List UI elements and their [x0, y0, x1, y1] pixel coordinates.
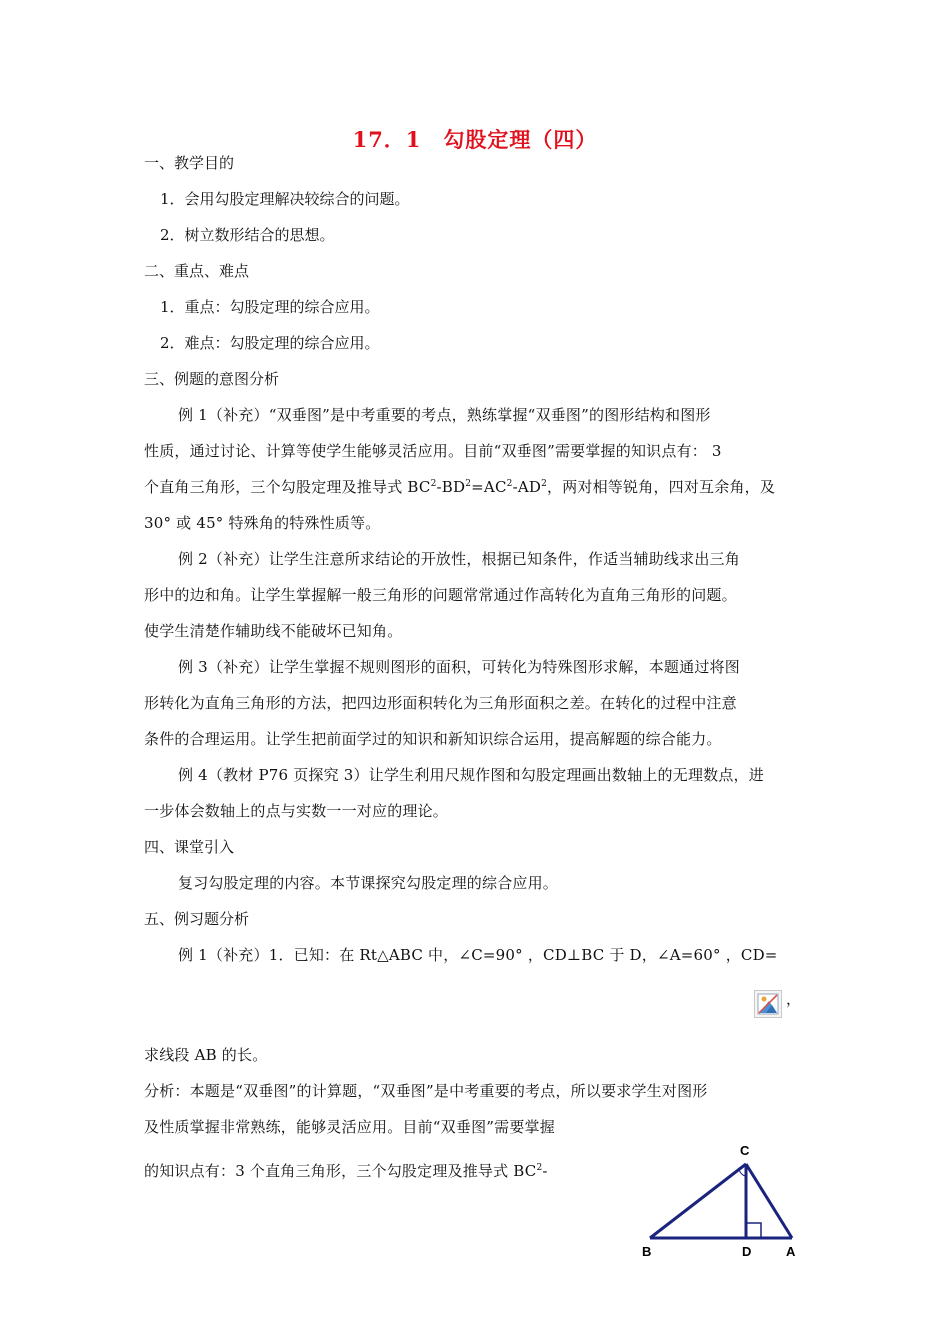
paragraph-line: 条件的合理运用。让学生把前面学过的知识和新知识综合运用，提高解题的综合能力。 — [144, 730, 722, 748]
formula-image-icon — [754, 990, 782, 1018]
text-fragment: - — [542, 1162, 548, 1180]
key-point-item: 2．难点：勾股定理的综合应用。 — [160, 334, 380, 352]
triangle-side-bc — [650, 1164, 746, 1238]
paragraph-line: 例 3（补充）让学生掌握不规则图形的面积，可转化为特殊图形求解，本题通过将图 — [178, 658, 740, 676]
objective-item: 2．树立数形结合的思想。 — [160, 226, 335, 244]
analysis-line: 及性质掌握非常熟练，能够灵活应用。目前“双垂图”需要掌握 — [144, 1118, 555, 1136]
vertex-label-d: D — [742, 1244, 752, 1259]
paragraph-line-formula — [144, 476, 775, 497]
superscript: 2 — [465, 479, 472, 489]
paragraph-line: 形中的边和角。让学生掌握解一般三角形的问题常常通过作高转化为直角三角形的问题。 — [144, 586, 737, 604]
vertex-label-c: C — [740, 1143, 750, 1158]
superscript: 2 — [430, 479, 437, 489]
right-angle-mark — [746, 1223, 761, 1238]
text-fragment: =AC — [471, 478, 507, 496]
superscript: 2 — [541, 479, 548, 489]
text-fragment: ，两对相等锐角，四对互余角，及 — [547, 478, 776, 496]
paragraph-line: 例 1（补充）“双垂图”是中考重要的考点，熟练掌握“双垂图”的图形结构和图形 — [178, 406, 711, 424]
paragraph-line: 形转化为直角三角形的方法，把四边形面积转化为三角形面积之差。在转化的过程中注意 — [144, 694, 737, 712]
objective-item: 1．会用勾股定理解决较综合的问题。 — [160, 190, 410, 208]
superscript: 2 — [506, 479, 513, 489]
section-heading-exercises: 五、例习题分析 — [144, 910, 250, 928]
vertex-label-b: B — [642, 1244, 652, 1259]
vertex-label-a: A — [786, 1244, 796, 1259]
analysis-line: 分析：本题是“双垂图”的计算题，“双垂图”是中考重要的考点，所以要求学生对图形 — [144, 1082, 708, 1100]
paragraph-line: 例 2（补充）让学生注意所求结论的开放性，根据已知条件，作适当辅助线求出三角 — [178, 550, 740, 568]
paragraph-line: 例 4（教材 P76 页探究 3）让学生利用尺规作图和勾股定理画出数轴上的无理数点，进 — [178, 766, 764, 784]
section-heading-intro: 四、课堂引入 — [144, 838, 235, 856]
exercise-line: 求线段 AB 的长。 — [144, 1046, 268, 1064]
section-heading-key-points: 二、重点、难点 — [144, 262, 250, 280]
text-fragment: -AD — [512, 478, 542, 496]
paragraph-line: 使学生清楚作辅助线不能破坏已知角。 — [144, 622, 403, 640]
text-fragment: ， — [786, 990, 802, 1008]
paragraph-line: 性质，通过讨论、计算等使学生能够灵活应用。目前“双垂图”需要掌握的知识点有： 3 — [144, 442, 722, 460]
paragraph-line: 复习勾股定理的内容。本节课探究勾股定理的综合应用。 — [178, 874, 559, 892]
text-fragment: -BD — [436, 478, 466, 496]
superscript: 2 — [536, 1163, 543, 1173]
triangle-side-ca — [746, 1164, 792, 1238]
paragraph-line: 一步体会数轴上的点与实数一一对应的理论。 — [144, 802, 449, 820]
text-fragment: 个直角三角形，三个勾股定理及推导式 BC — [144, 478, 431, 496]
text-fragment: 的知识点有：3 个直角三角形，三个勾股定理及推导式 BC — [144, 1162, 537, 1180]
page-title: 17．1 勾股定理（四） — [352, 127, 598, 152]
analysis-line-formula — [144, 1160, 548, 1181]
paragraph-line: 30° 或 45° 特殊角的特殊性质等。 — [144, 514, 381, 532]
exercise-line: 例 1（补充）1．已知：在 Rt△ABC 中，∠C=90° ，CD⊥BC 于 D，∠A=60° ，CD= — [178, 946, 778, 964]
section-heading-objectives: 一、教学目的 — [144, 154, 235, 172]
section-heading-analysis: 三、例题的意图分析 — [144, 370, 280, 388]
key-point-item: 1．重点：勾股定理的综合应用。 — [160, 298, 380, 316]
right-triangle-figure — [636, 1138, 816, 1263]
